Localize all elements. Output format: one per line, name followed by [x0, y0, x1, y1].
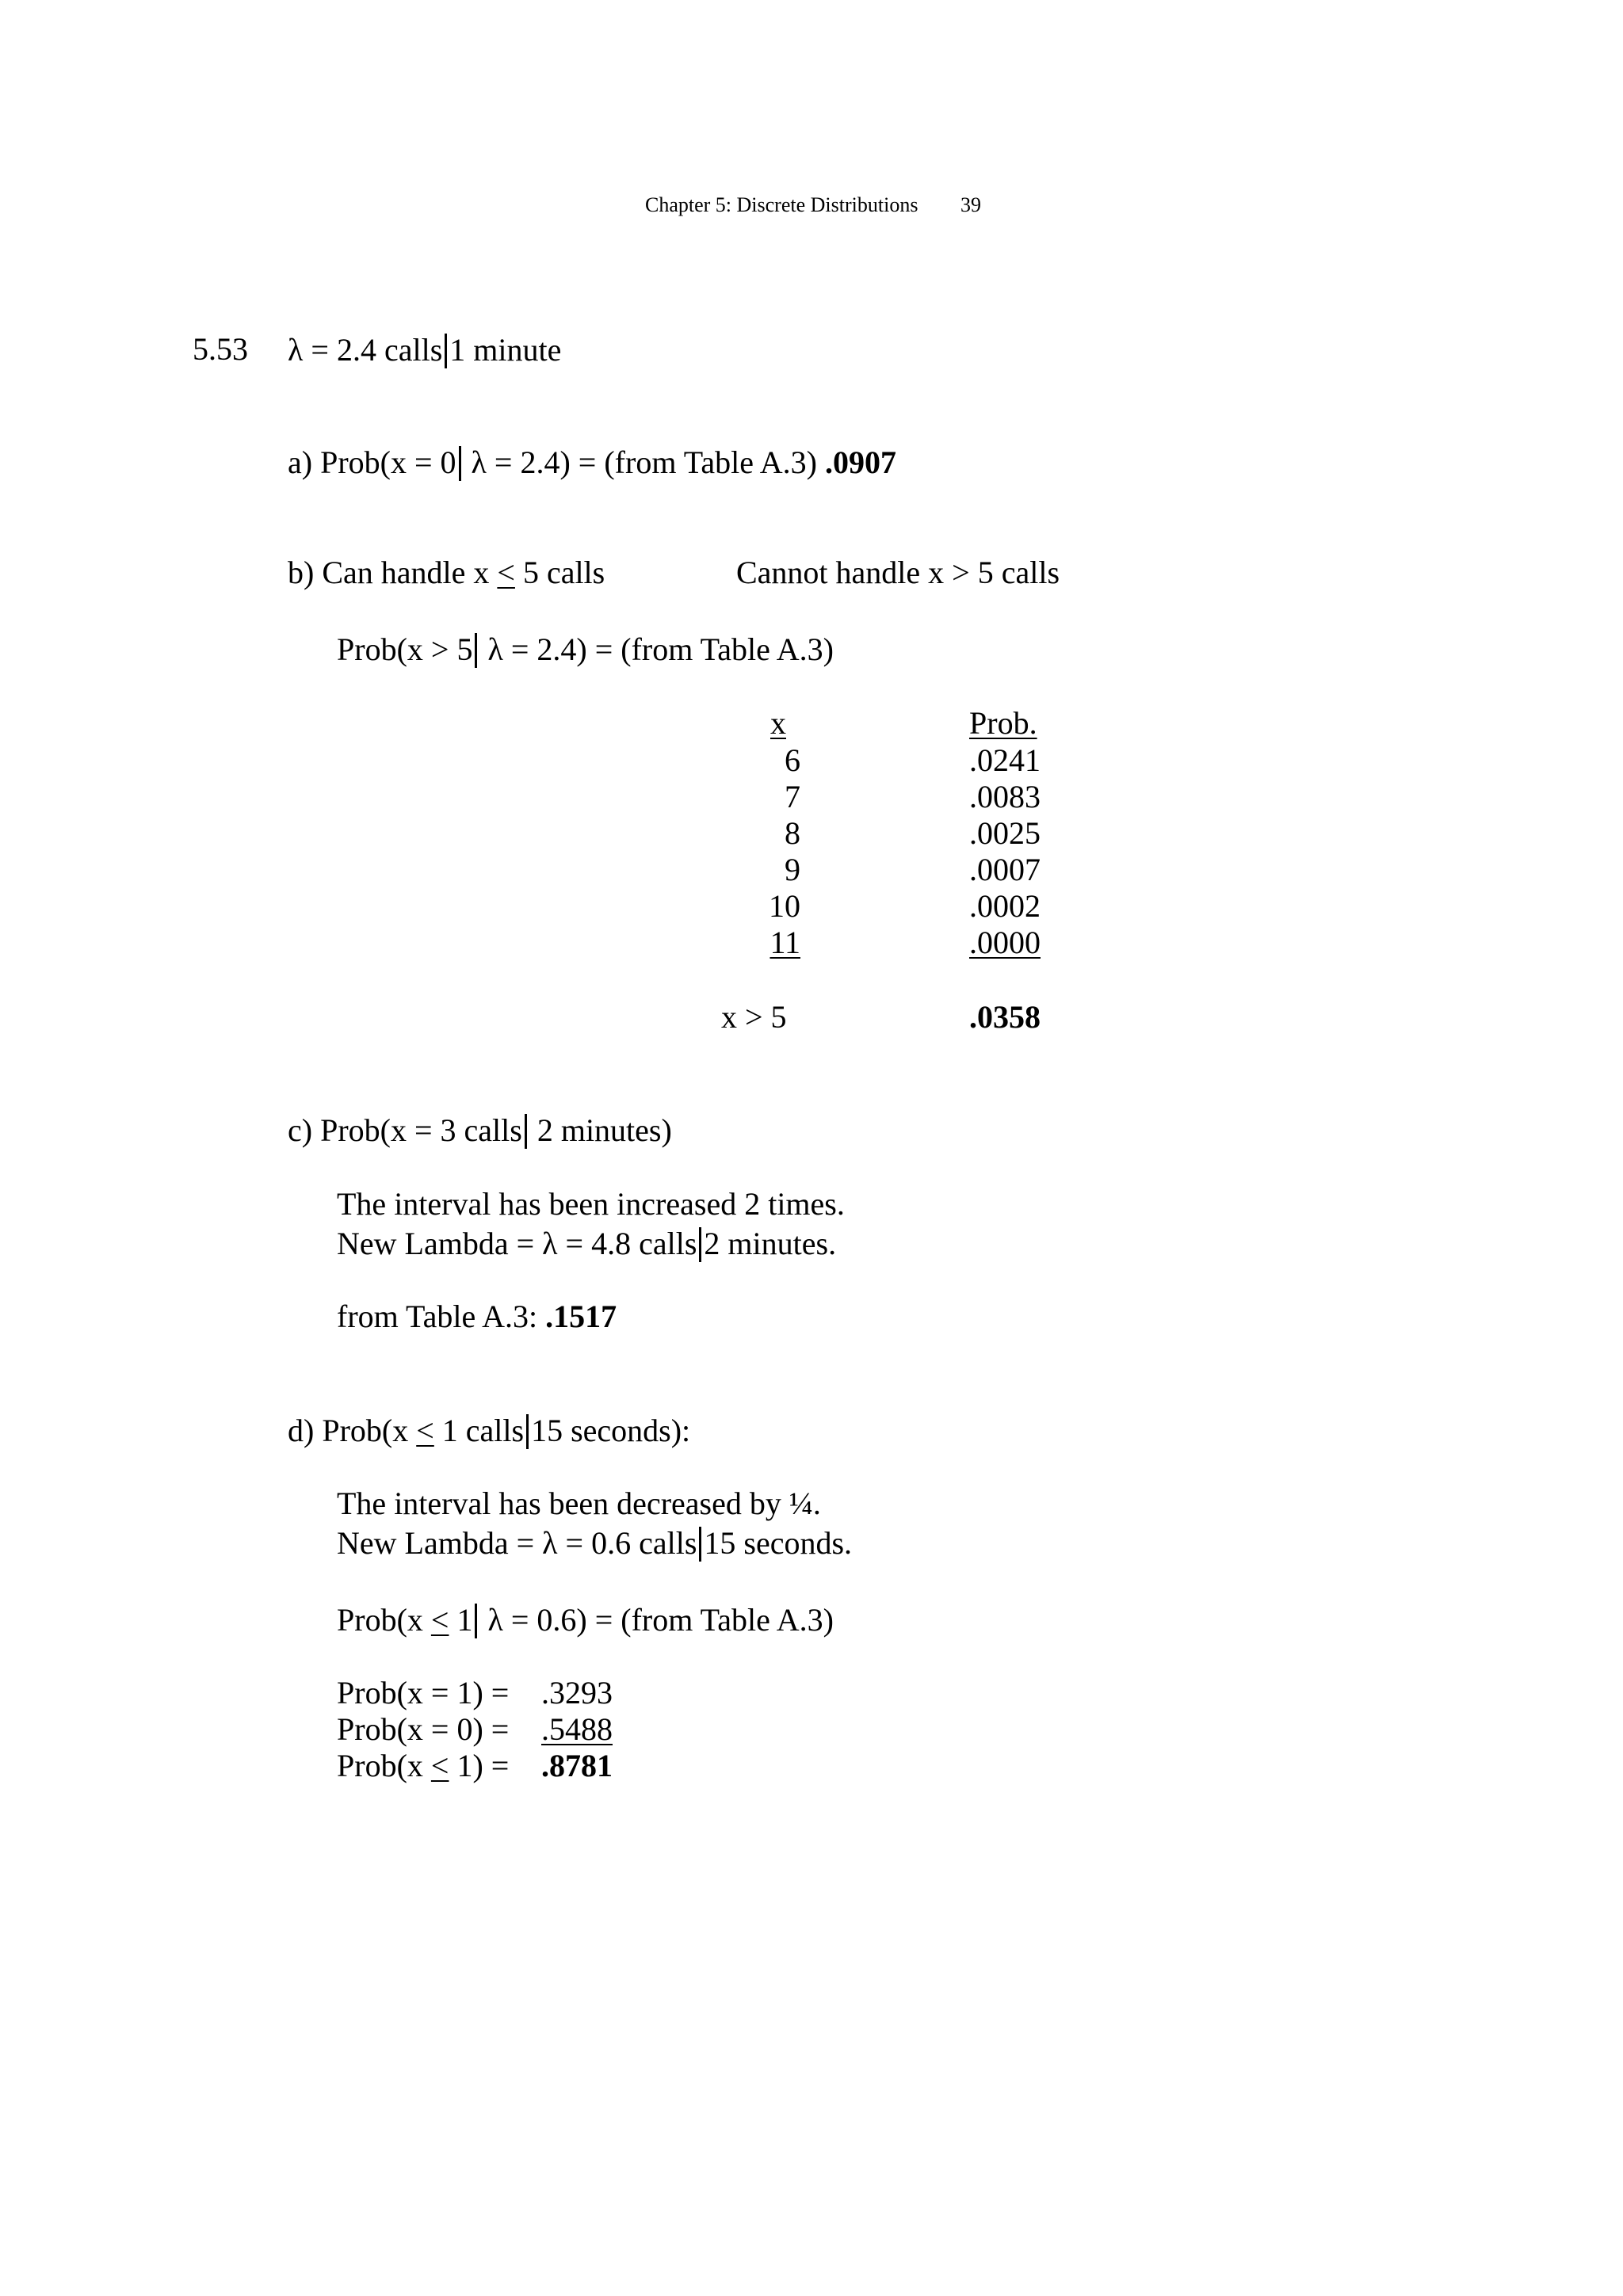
- table-header-x: x: [770, 705, 786, 741]
- part-c-line: c) Prob(x = 3 calls 2 minutes): [288, 1112, 672, 1148]
- part-c-answer: .1517: [545, 1299, 617, 1334]
- given-bar: [475, 1604, 477, 1638]
- part-b-prob-line: Prob(x > 5 λ = 2.4) = (from Table A.3): [337, 631, 834, 667]
- table-cell-prob: .0007: [969, 852, 1041, 887]
- table-cell-x: 7: [785, 779, 800, 814]
- part-b-cannot-handle: Cannot handle x > 5 calls: [736, 555, 1060, 590]
- table-cell-prob: .0083: [969, 779, 1041, 814]
- part-d-total-label: Prob(x < 1) =: [337, 1748, 510, 1783]
- table-cell-x: 6: [785, 742, 800, 778]
- part-c-new-lambda: New Lambda = λ = 4.8 calls 2 minutes.: [337, 1226, 837, 1261]
- table-cell-x: 10: [769, 888, 800, 924]
- table-cell-prob: .0025: [969, 815, 1041, 851]
- part-b-can-handle: b) Can handle x < 5 calls: [288, 555, 605, 590]
- problem-number: 5.53: [193, 331, 248, 367]
- table-cell-x: 8: [785, 815, 800, 851]
- page-number: 39: [960, 193, 981, 216]
- part-a-answer: .0907: [824, 444, 896, 480]
- given-bar: [526, 1414, 529, 1449]
- part-d-interval-note: The interval has been decreased by ¼.: [337, 1486, 821, 1521]
- part-d-row-label: Prob(x = 1) =: [337, 1675, 510, 1711]
- table-total-label: x > 5: [721, 999, 787, 1035]
- table-cell-x: 11: [769, 925, 800, 960]
- part-d-row-value: .5488: [541, 1711, 613, 1747]
- lambda-symbol: λ: [288, 332, 304, 368]
- problem-lambda-line: λ = 2.4 calls 1 minute: [288, 332, 562, 368]
- given-bar: [445, 334, 447, 368]
- part-c-interval-note: The interval has been increased 2 times.: [337, 1186, 845, 1222]
- part-c-result: from Table A.3: .1517: [337, 1299, 617, 1334]
- part-a-line: a) Prob(x = 0 λ = 2.4) = (from Table A.3) .0907: [288, 444, 896, 480]
- table-cell-prob: .0241: [969, 742, 1041, 778]
- given-bar: [699, 1527, 701, 1562]
- running-header-title: Chapter 5: Discrete Distributions: [645, 193, 918, 216]
- table-cell-x: 9: [785, 852, 800, 887]
- given-bar: [475, 633, 477, 668]
- given-bar: [699, 1227, 701, 1262]
- given-bar: [525, 1114, 527, 1149]
- part-d-prob-line: Prob(x < 1 λ = 0.6) = (from Table A.3): [337, 1602, 834, 1638]
- table-cell-prob: .0000: [969, 925, 1041, 960]
- part-d-line: d) Prob(x < 1 calls 15 seconds):: [288, 1413, 691, 1448]
- table-total-value: .0358: [969, 999, 1041, 1035]
- part-d-new-lambda: New Lambda = λ = 0.6 calls 15 seconds.: [337, 1525, 853, 1561]
- table-cell-prob: .0002: [969, 888, 1041, 924]
- part-d-row-label: Prob(x = 0) =: [337, 1711, 510, 1747]
- table-header-prob: Prob.: [969, 705, 1037, 741]
- part-d-row-value: .3293: [541, 1675, 613, 1711]
- given-bar: [459, 446, 461, 481]
- part-d-total-value: .8781: [541, 1748, 613, 1783]
